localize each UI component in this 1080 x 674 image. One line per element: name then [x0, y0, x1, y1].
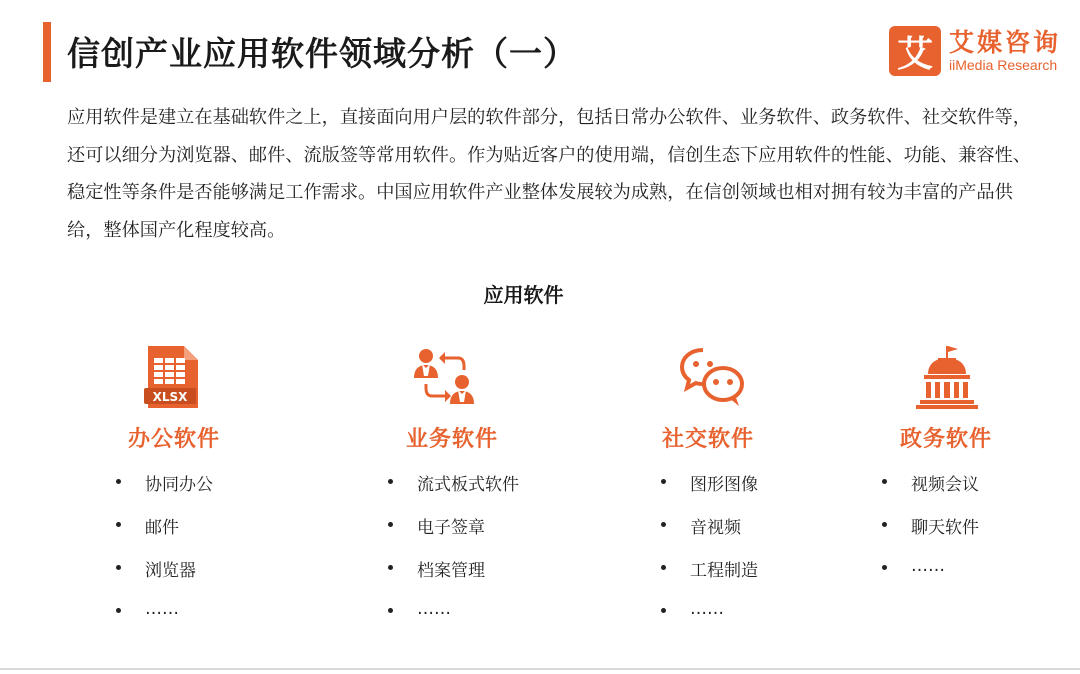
category-title-office: 办公软件 — [127, 427, 220, 452]
logo-mark-icon: 艾 — [889, 26, 941, 76]
list-item: …… — [882, 556, 979, 599]
logo-name-cn: 艾媒咨询 — [949, 28, 1062, 57]
list-item: 邮件 — [116, 513, 213, 556]
list-item: 浏览器 — [116, 556, 213, 599]
category-list-social — [661, 470, 758, 642]
bullet-icon — [116, 522, 121, 527]
bullet-icon — [388, 522, 393, 527]
bullet-icon — [388, 565, 393, 570]
logo-name-en: iiMedia Research — [949, 57, 1058, 73]
bullet-icon — [388, 608, 393, 613]
category-title-business: 业务软件 — [405, 427, 498, 452]
section-heading: 应用软件 — [483, 283, 564, 307]
bullet-icon — [661, 565, 666, 570]
list-item: …… — [661, 599, 758, 642]
bullet-icon — [661, 608, 666, 613]
list-item: …… — [388, 599, 519, 642]
intro-paragraph: 应用软件是建立在基础软件之上，直接面向用户层的软件部分，包括日常办公软件、业务软件、政务软件、社交软件等，还可以细分为浏览器、邮件、流版签等常用软件。作为贴近客户的使用端，信创生态下应用软件的性能、功能、兼容性、稳定性等条件是否能够满足工作需求。中国应用软件产业整体发展较为成熟，在信创领域也相对拥有较为丰富的产品供给，整体国产化程度较高。 — [67, 107, 1031, 241]
bullet-icon — [116, 479, 121, 484]
list-item: 图形图像 — [661, 470, 758, 513]
bottom-divider — [0, 668, 1080, 670]
government-building-icon — [914, 344, 980, 410]
title-accent-bar — [43, 22, 51, 82]
category-title-government: 政务软件 — [899, 427, 992, 452]
category-list-office — [116, 470, 213, 642]
bullet-icon — [882, 479, 887, 484]
brand-logo — [889, 26, 1061, 76]
people-exchange-icon — [412, 344, 478, 410]
list-item: 电子签章 — [388, 513, 519, 556]
list-item: 流式板式软件 — [388, 470, 519, 513]
list-item: …… — [116, 599, 213, 642]
bullet-icon — [882, 565, 887, 570]
chat-bubbles-icon — [679, 344, 745, 410]
spreadsheet-file-icon — [140, 344, 206, 410]
list-item: 档案管理 — [388, 556, 519, 599]
bullet-icon — [661, 522, 666, 527]
list-item: 视频会议 — [882, 470, 979, 513]
bullet-icon — [116, 565, 121, 570]
bullet-icon — [116, 608, 121, 613]
list-item: 聊天软件 — [882, 513, 979, 556]
page-title: 信创产业应用软件领域分析（一） — [67, 34, 577, 73]
category-title-social: 社交软件 — [661, 427, 754, 452]
xlsx-label: XLSX — [152, 390, 188, 404]
list-item: 工程制造 — [661, 556, 758, 599]
logo-text — [949, 29, 1061, 73]
list-item: 协同办公 — [116, 470, 213, 513]
category-list-business — [388, 470, 519, 642]
category-list-government — [882, 470, 979, 599]
bullet-icon — [388, 479, 393, 484]
bullet-icon — [882, 522, 887, 527]
list-item: 音视频 — [661, 513, 758, 556]
bullet-icon — [661, 479, 666, 484]
